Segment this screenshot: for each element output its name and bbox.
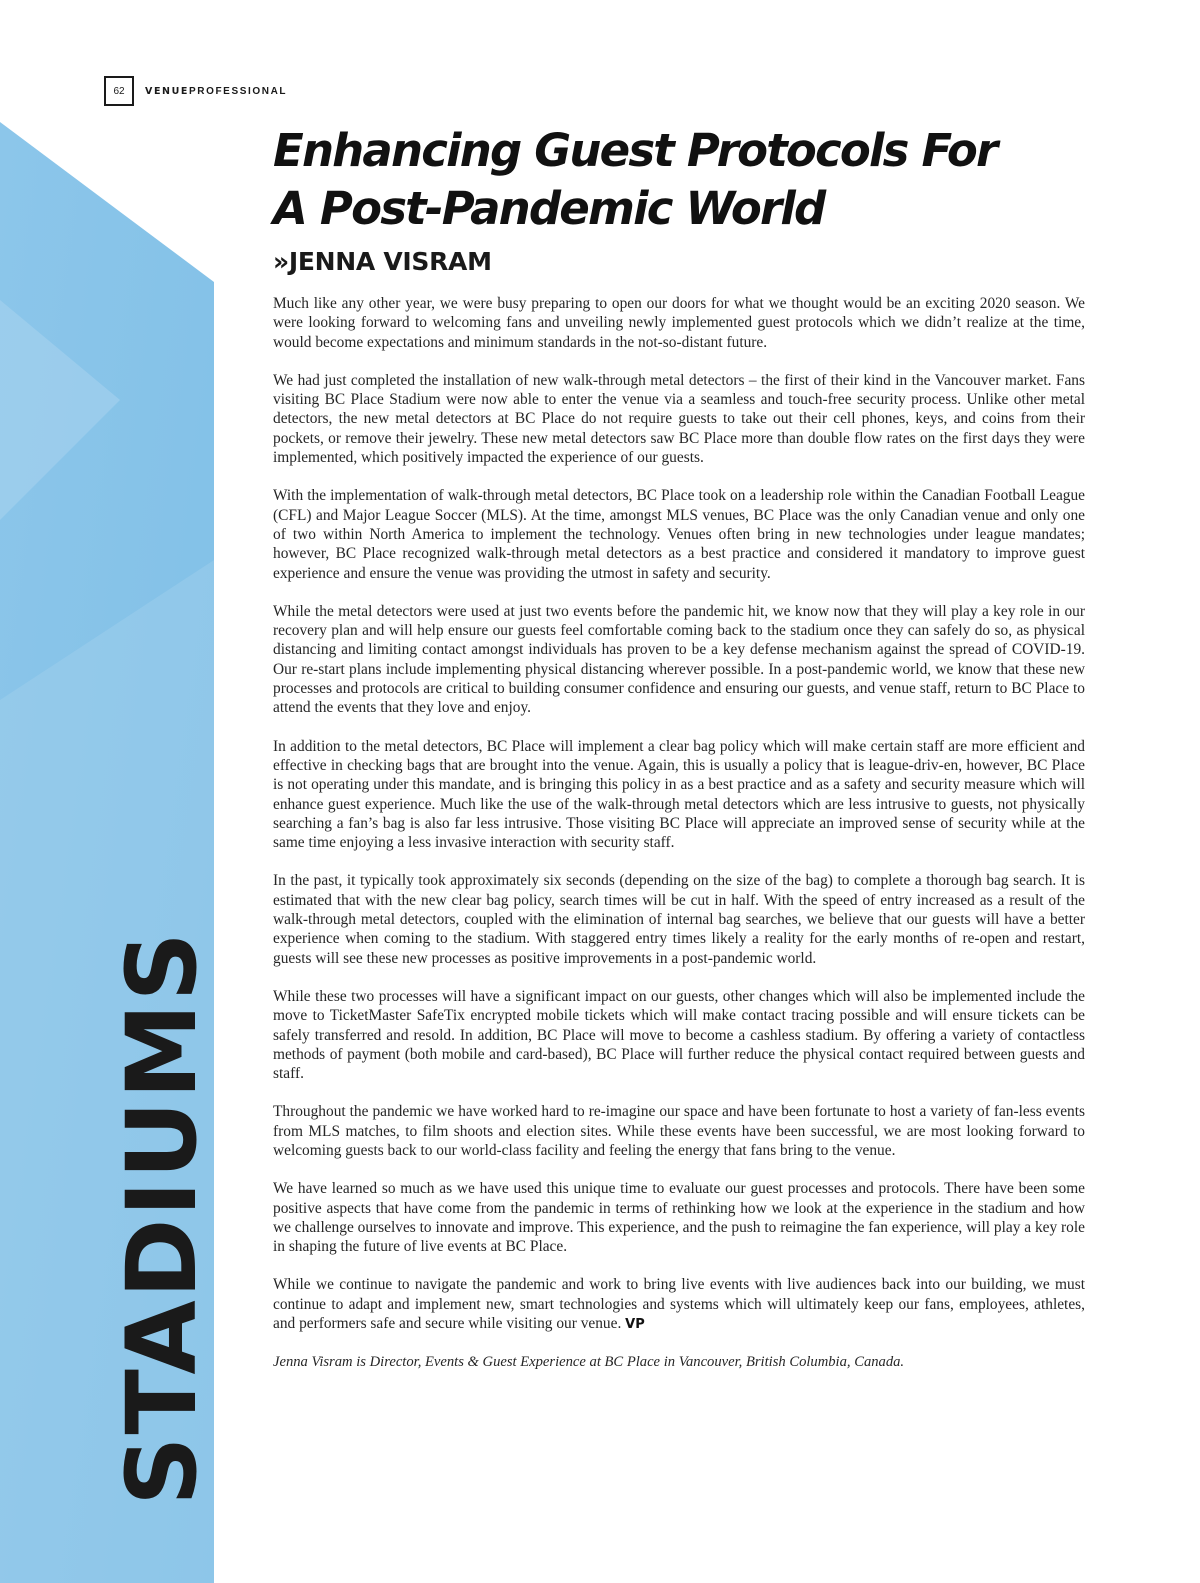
paragraph: With the implementation of walk-through metal detectors, BC Place took on a leadership role within the Canadian Football League (CFL) and Major League Soccer (MLS). At the time, amongst MLS venues, BC Place was the only Canadian venue and only one of two within North America to implement the technology. Venues often bring in new technologies under league mandates; however, BC Place recognized walk-through metal detectors as a best practice and considered it mandatory to improve guest experience and ensure the venue was providing the utmost in safety and security.: [273, 487, 1085, 582]
masthead-bold: VENUE: [145, 86, 189, 97]
author-bio: Jenna Visram is Director, Events & Guest Experience at BC Place in Vancouver, British Columbia, Canada.: [273, 1354, 905, 1371]
masthead-light: PROFESSIONAL: [189, 86, 288, 97]
paragraph: We had just completed the installation of new walk-through metal detectors – the first of their kind in the Vancouver market. Fans visiting BC Place Stadium were now able to enter the venue via a seamless and touch-free security process. Unlike other metal detectors, the new metal detectors at BC Place do not require guests to take out their cell phones, keys, and coins from their pockets, or remove their jewelry. These new metal detectors saw BC Place more than double flow rates on the first days they were implemented, which positively impacted the experience of our guests.: [273, 371, 1085, 467]
page-number: 62: [104, 76, 134, 106]
end-mark: VP: [625, 1317, 645, 1333]
article-body: [273, 294, 1085, 1334]
byline-author: JENNA VISRAM: [288, 247, 492, 276]
title-line-1: Enhancing Guest Protocols For: [273, 124, 997, 177]
paragraph: In the past, it typically took approximately six seconds (depending on the size of the bag) to complete a thorough bag search. It is estimated that with the new clear bag policy, search times will be cut in half. With the speed of entry increased as a result of the walk-through metal detectors, coupled with the elimination of internal bag searches, we believe that our guests will have a better experience when coming to the stadium. With staggered entry times likely a reality for the early months of re-open and restart, guests will see these new processes as positive improvements in a post-pandemic world.: [273, 872, 1085, 967]
paragraph: While the metal detectors were used at just two events before the pandemic hit, we know now that they will play a key role in our recovery plan and will help ensure our guests feel comfortable coming back to the stadium once they can safely do so, as physical distancing and limiting contact amongst individuals has proven to be a key defense mechanism against the spread of COVID-19. Our re-start plans include implementing physical distancing wherever possible. In a post-pandemic world, we know that these new processes and protocols are critical to building consumer confidence and ensuring our guests, and venue staff, return to BC Place to attend the events that they love and enjoy.: [273, 602, 1085, 717]
article-title: [273, 122, 1085, 238]
paragraph: We have learned so much as we have used this unique time to evaluate our guest processes and protocols. There have been some positive aspects that have come from the pandemic in terms of rethinking how we look at the experience in the stadium and how we challenge ourselves to innovate and improve. This experience, and the push to reimagine the fan experience, will play a key role in shaping the future of live events at BC Place.: [273, 1180, 1085, 1256]
title-line-2: A Post-Pandemic World: [273, 182, 825, 235]
paragraph: Throughout the pandemic we have worked hard to re-imagine our space and have been fortunate to host a variety of fan-less events from MLS matches, to film shoots and election sites. While these events have been successful, we are most looking forward to welcoming guests back to our world-class facility and feeling the energy that fans bring to the venue.: [273, 1103, 1085, 1159]
byline: [273, 246, 1085, 278]
publication-masthead: [145, 86, 287, 97]
section-label: STADIUMS: [106, 930, 218, 1506]
byline-marker: »: [273, 247, 289, 276]
article: [273, 122, 1085, 1372]
paragraph: In addition to the metal detectors, BC Place will implement a clear bag policy which will make certain staff are more efficient and effective in checking bags that are brought into the venue. Again, this is usually a policy that is league-driv-en, however, BC Place is not operating under this mandate, and is bringing this policy in as a best practice and as a safety and security measure which will enhance guest experience. Much like the use of the walk-through metal detectors which are less intrusive to guests, not physically searching a fan’s bag is also far less intrusive. Those visiting BC Place will appreciate an improved sense of security while at the same time enjoying a less invasive interaction with security staff.: [273, 737, 1085, 852]
closing-paragraph: [273, 1275, 1085, 1334]
paragraph: While these two processes will have a significant impact on our guests, other changes which will also be implemented include the move to TicketMaster SafeTix encrypted mobile tickets which will make contact tracing possible and will ensure tickets can be safely transferred and resold. In addition, BC Place will move to become a cashless stadium. By offering a variety of contactless methods of payment (both mobile and card-based), BC Place will further reduce the physical contact required between guests and staff.: [273, 987, 1085, 1083]
closing-text: While we continue to navigate the pandemic and work to bring live events with live audiences back into our building, we must continue to adapt and implement new, smart technologies and systems which will ultimately keep our fans, employees, athletes, and performers safe and secure while visiting our venue.: [273, 1276, 1085, 1333]
paragraph: Much like any other year, we were busy preparing to open our doors for what we thought would be an exciting 2020 season. We were looking forward to welcoming fans and unveiling newly implemented guest protocols which we didn’t realize at the time, would become expectations and minimum standards in the not-so-distant future.: [273, 295, 1085, 351]
